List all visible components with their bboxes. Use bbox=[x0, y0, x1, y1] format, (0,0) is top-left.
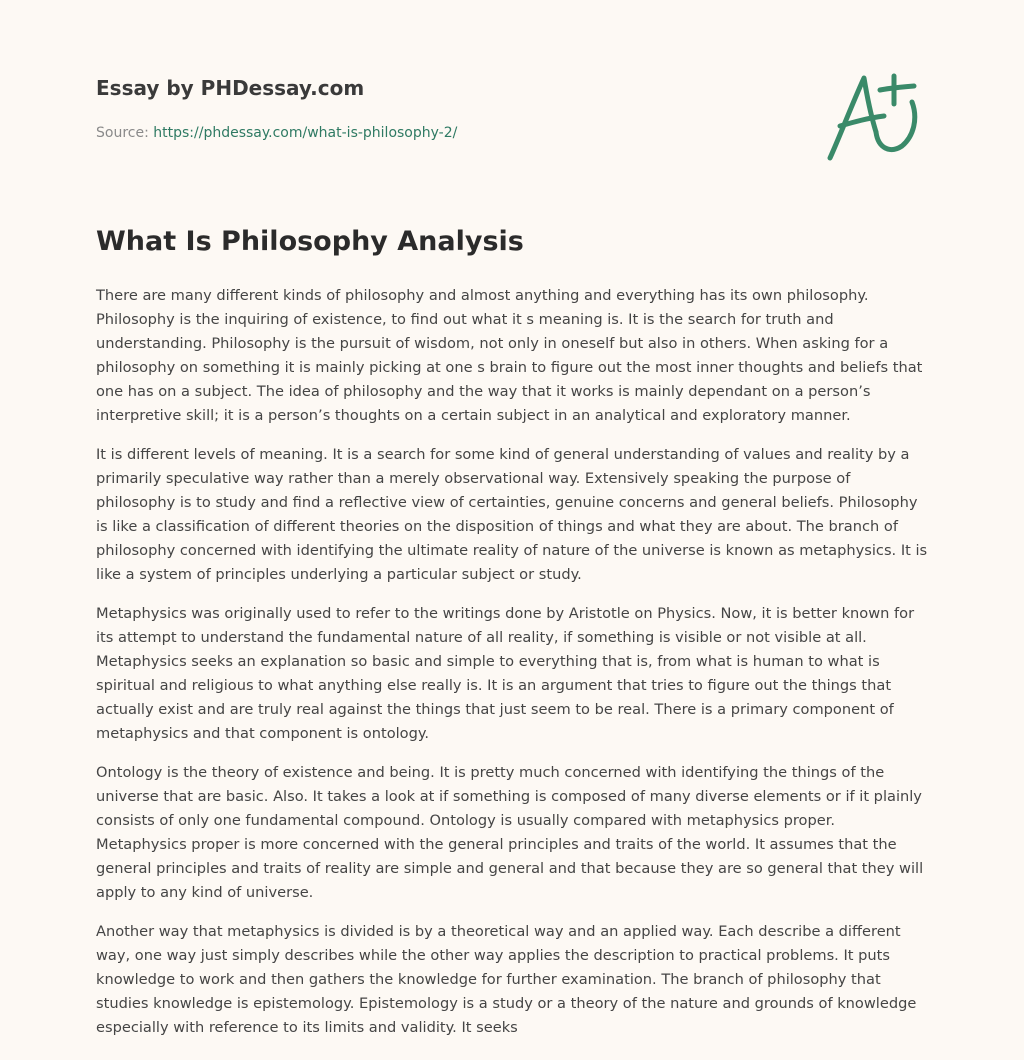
page-header bbox=[96, 76, 796, 141]
a-plus-logo-icon bbox=[818, 66, 928, 166]
paragraph: Metaphysics was originally used to refer to the writings done by Aristotle on Physics. Now, it is better known for its attempt to understand the fundamental nature of all reality, if something is visible or not visible at all. Metaphysics seeks an explanation so basic and simple to everything that is, from what is human to what is spiritual and religious to what anything else really is. It is an argument that tries to figure out the things that actually exist and are truly real against the things that just seem to be real. There is a primary component of metaphysics and that component is ontology. bbox=[96, 605, 915, 742]
paragraph: Another way that metaphysics is divided is by a theoretical way and an applied way. Each describe a different way, one way just simply describes while the other way applies the description to practical problems. It puts knowledge to work and then gathers the knowledge for further examination. The branch of philosophy that studies knowledge is epistemology. Epistemology is a study or a theory of the nature and grounds of knowledge especially with reference to its limits and validity. It seeks bbox=[96, 923, 917, 1036]
brand-title: Essay by PHDessay.com bbox=[96, 76, 365, 100]
essay-title: What Is Philosophy Analysis bbox=[96, 226, 524, 257]
source-label: Source: bbox=[96, 125, 154, 141]
paragraph: Ontology is the theory of existence and being. It is pretty much concerned with identifying the things of the universe that are basic. Also. It takes a look at if something is composed of many diverse elements or if it plainly consists of only one fundamental compound. Ontology is usually compared with metaphysics proper. Metaphysics proper is more concerned with the general principles and traits of the world. It assumes that the general principles and traits of reality are simple and general and that because they are so general that they will apply to any kind of universe. bbox=[96, 764, 924, 901]
essay-body bbox=[96, 284, 928, 1055]
paragraph: There are many different kinds of philosophy and almost anything and everything has its own philosophy. Philosophy is the inquiring of existence, to find out what it s meaning is. It is the search for truth and understanding. Philosophy is the pursuit of wisdom, not only in oneself but also in others. When asking for a philosophy on something it is mainly picking at one s brain to figure out the most inner thoughts and beliefs that one has on a subject. The idea of philosophy and the way that it works is mainly dependant on a person’s interpretive skill; it is a person’s thoughts on a certain subject in an analytical and exploratory manner. bbox=[96, 287, 923, 424]
source-line bbox=[96, 125, 457, 141]
source-link[interactable]: https://phdessay.com/what-is-philosophy-2/ bbox=[153, 125, 458, 141]
paragraph: It is different levels of meaning. It is a search for some kind of general understanding of values and reality by a primarily speculative way rather than a merely observational way. Extensively speaking the purpose of philosophy is to study and find a reflective view of certainties, genuine concerns and general beliefs. Philosophy is like a classification of different theories on the disposition of things and what they are about. The branch of philosophy concerned with identifying the ultimate reality of nature of the universe is known as metaphysics. It is like a system of principles underlying a particular subject or study. bbox=[96, 446, 928, 583]
